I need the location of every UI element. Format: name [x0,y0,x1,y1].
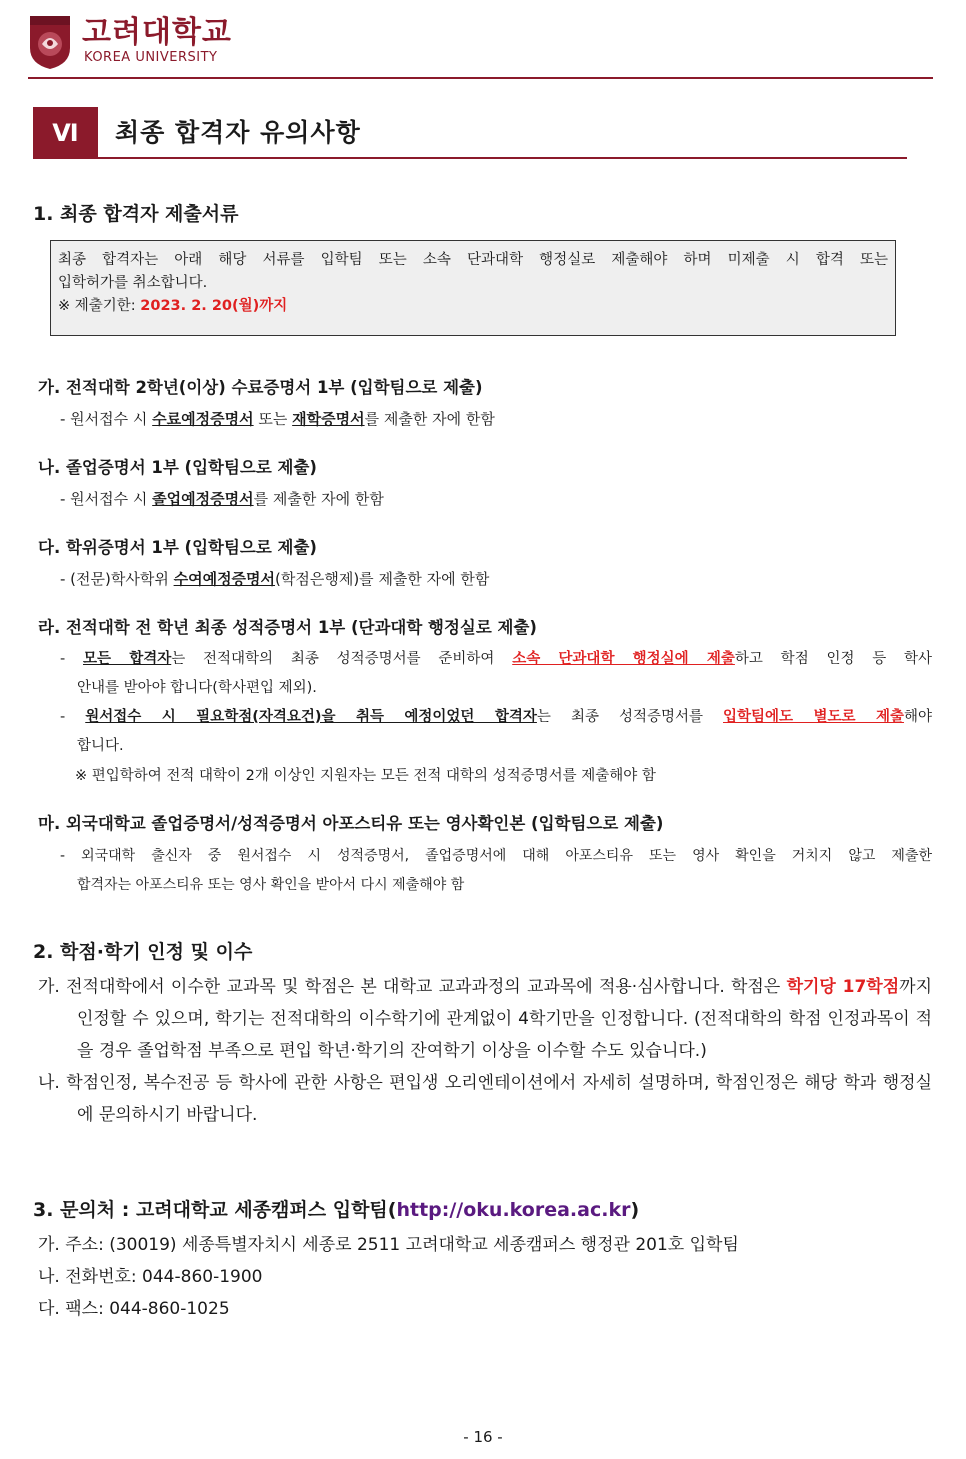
header-divider [28,77,933,79]
logo-english-text: KOREA UNIVERSITY [84,50,218,65]
item-ra-b2-post: 해야 [903,709,932,725]
chapter-number: Ⅵ [33,107,98,159]
contact-address: 가. 주소: (30019) 세종특별자치시 세종로 2511 고려대학교 세종캠퍼스 행정관 201호 입학팀 [38,1235,739,1255]
korea-university-emblem-icon [28,14,72,70]
section2-ga-highlight: 학기당 17학점 [786,977,900,997]
section2-body [38,971,932,1131]
item-ga-pre: - 원서접수 시 [60,410,153,428]
item-na-title: 나. 졸업증명서 1부 (입학팀으로 제출) [38,458,317,477]
item-ra-bullet2-line2: 합니다. [77,738,124,754]
item-ra-bullet2-line1 [60,705,932,729]
item-ra-b2-pre: - [60,709,86,725]
chapter-heading [33,107,907,159]
section2-ga-pre: 가. 전적대학에서 이수한 교과목 및 학점은 본 대학교 교과과정의 교과목에 적용·심사합니다. 학점은 [38,977,787,997]
deadline-line [58,295,888,318]
item-ra-note: ※ 편입학하여 전적 대학이 2개 이상인 지원자는 모든 전적 대학의 성적증명서를 제출해야 함 [75,768,656,784]
item-da-doc1: 수여예정증명서 [173,570,276,588]
item-ga-detail [60,407,932,431]
item-ra-title: 라. 전적대학 전 학년 최종 성적증명서 1부 (단과대학 행정실로 제출) [38,618,537,637]
item-na-doc1: 졸업예정증명서 [152,490,254,508]
deadline-label: ※ 제출기한: [58,298,141,314]
item-ra-bullet2 [60,705,932,758]
item-da-title: 다. 학위증명서 1부 (입학팀으로 제출) [38,538,317,557]
item-ra-b1-pre: - [60,651,83,667]
item-ma-detail [60,844,932,897]
notice-line2: 입학허가를 취소합니다. [58,275,208,291]
item-ra-bullet1-line1 [60,647,932,671]
item-ra-bullet1-line2: 안내를 받아야 합니다(학사편입 제외). [77,680,317,696]
item-da-detail [60,567,932,591]
item-ga-mid: 또는 [253,410,293,428]
section2-title: 2. 학점·학기 인정 및 이수 [33,941,253,963]
chapter-underline [98,157,907,159]
item-ma-title: 마. 외국대학교 졸업증명서/성적증명서 아포스티유 또는 영사확인본 (입학팀으로 제출) [38,814,664,833]
section2-ga-post: 까지 인정할 수 있으며, 학기는 전적대학의 이수학기에 관계없이 4학기만을 인정합니다. (전적대학의 학점 인정과목이 적을 경우 졸업학점 부족으로 편입 학년·학기의 잔여학기 이상을 이수할 수도 있습니다.) [77,977,933,1061]
item-na-pre: - 원서접수 시 [60,490,153,508]
section2-na: 나. 학점인정, 복수전공 등 학사에 관한 사항은 편입생 오리엔테이션에서 자세히 설명하며, 학점인정은 해당 학과 행정실에 문의하시기 바랍니다. [38,1073,932,1125]
item-ma-line1: - 외국대학 출신자 중 원서접수 시 성적증명서, 졸업증명서에 대해 아포스티유 또는 영사 확인을 거치지 않고 제출한 [60,848,932,864]
admission-website-link[interactable]: http://oku.korea.ac.kr [396,1199,631,1221]
item-ra-b1-mid: 는 전적대학의 최종 성적증명서를 준비하여 [171,651,513,667]
item-ma-line2: 합격자는 아포스티유 또는 영사 확인을 받아서 다시 제출해야 함 [77,877,465,893]
deadline-value: 2023. 2. 20(월)까지 [140,298,288,314]
contact-phone: 나. 전화번호: 044-860-1900 [38,1267,263,1287]
item-ga-post: 를 제출한 자에 한함 [364,410,495,428]
item-na-detail [60,487,932,511]
item-ra-b2-mid: 는 최종 성적증명서를 [536,709,724,725]
logo-korean-text: 고려대학교 [82,15,232,50]
section3-title-pre: 3. 문의처 : 고려대학교 세종캠퍼스 입학팀( [33,1199,397,1221]
item-da-pre: - (전문)학사학위 [60,570,174,588]
item-ra-b2-underline: 원서접수 시 필요학점(자격요건)을 취득 예정이었던 합격자 [85,709,537,725]
contact-fax: 다. 팩스: 044-860-1025 [38,1299,230,1319]
item-ra-b2-highlight: 입학팀에도 별도로 제출 [723,709,904,725]
notice-line1: 최종 합격자는 아래 해당 서류를 입학팀 또는 소속 단과대학 행정실로 제출해야 하며 미제출 시 합격 또는 [58,252,888,268]
section2-ga [38,971,932,1067]
item-ra-b1-underline: 모든 합격자 [83,651,172,667]
section3-title-post: ) [630,1199,640,1221]
section1-title: 1. 최종 합격자 제출서류 [33,203,239,225]
item-ga-doc2: 재학증명서 [292,410,365,428]
item-ga-doc1: 수료예정증명서 [152,410,254,428]
item-da-post: (학점은행제)를 제출한 자에 한함 [275,570,490,588]
chapter-title: 최종 합격자 유의사항 [115,118,361,147]
item-ra-bullet1 [60,647,932,700]
item-ra-b1-post: 하고 학점 인정 등 학사 [734,651,933,667]
page-header [28,12,934,78]
item-na-post: 를 제출한 자에 한함 [253,490,384,508]
section3-title [33,1197,639,1223]
item-ra-b1-highlight: 소속 단과대학 행정실에 제출 [512,651,735,667]
page-number: - 16 - [463,1428,503,1446]
item-ga-title: 가. 전적대학 2학년(이상) 수료증명서 1부 (입학팀으로 제출) [38,378,483,397]
notice-box [50,240,896,336]
